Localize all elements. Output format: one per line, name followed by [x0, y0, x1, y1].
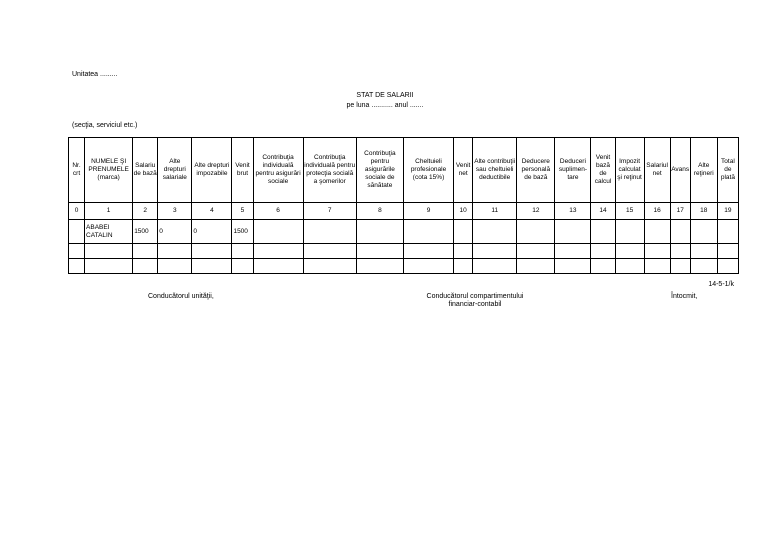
table-header-row [69, 138, 739, 203]
table-cell [473, 259, 517, 274]
table-cell [517, 220, 555, 244]
document-title-block [300, 91, 470, 111]
table-cell [555, 259, 591, 274]
document-period: pe luna ........... anul ....... [346, 102, 424, 109]
table-cell [644, 220, 670, 244]
table-cell [356, 220, 403, 244]
column-number: 4 [192, 203, 232, 220]
table-cell [615, 220, 644, 244]
table-cell [591, 220, 615, 244]
column-header: Salariu de bază [133, 138, 158, 203]
column-header: Avans [670, 138, 690, 203]
table-cell [591, 259, 615, 274]
signature-unit-head: Conducătorul unităţii, [148, 293, 214, 300]
column-header: Venit brut [232, 138, 253, 203]
column-number: 17 [670, 203, 690, 220]
column-header: Impozit calculat şi reţinut [615, 138, 644, 203]
table-cell [517, 259, 555, 274]
column-number: 7 [303, 203, 356, 220]
table-cell [356, 259, 403, 274]
table-cell [403, 259, 453, 274]
column-number: 5 [232, 203, 253, 220]
column-number: 18 [690, 203, 717, 220]
table-cell [253, 244, 303, 259]
column-number: 19 [717, 203, 738, 220]
signature-finance-head: Conducătorul compartimentului financiar-contabil [426, 293, 524, 308]
table-cell [403, 220, 453, 244]
column-header: Contribuţia pentru asigurările sociale de sănătate [356, 138, 403, 203]
column-number: 1 [85, 203, 133, 220]
column-number: 3 [158, 203, 192, 220]
column-header: Total de plată [717, 138, 738, 203]
column-header: Deducere personală de bază [517, 138, 555, 203]
column-number: 12 [517, 203, 555, 220]
table-cell [69, 244, 85, 259]
table-cell [253, 259, 303, 274]
table-cell [615, 244, 644, 259]
employee-name-cell: ABABEI CATALIN [85, 220, 133, 244]
table-cell [454, 220, 473, 244]
table-cell [473, 244, 517, 259]
table-cell [670, 244, 690, 259]
column-header: Deduceri suplimen-tare [555, 138, 591, 203]
column-number: 14 [591, 203, 615, 220]
table-cell [555, 220, 591, 244]
table-cell: 1500 [232, 220, 253, 244]
table-cell [690, 220, 717, 244]
table-cell [232, 259, 253, 274]
table-cell [717, 220, 738, 244]
column-header: NUMELE ŞI PRENUMELE (marca) [85, 138, 133, 203]
column-header: Alte drepturi impozabile [192, 138, 232, 203]
column-header: Salariul net [644, 138, 670, 203]
table-cell [644, 259, 670, 274]
table-cell: 0 [158, 220, 192, 244]
table-cell [690, 244, 717, 259]
column-header: Alte reţineri [690, 138, 717, 203]
table-cell [133, 244, 158, 259]
table-cell [356, 244, 403, 259]
table-cell [670, 259, 690, 274]
column-number: 2 [133, 203, 158, 220]
table-cell [158, 259, 192, 274]
table-cell [192, 259, 232, 274]
column-number: 6 [253, 203, 303, 220]
table-cell [717, 244, 738, 259]
table-cell [670, 220, 690, 244]
column-number: 15 [615, 203, 644, 220]
table-cell [555, 244, 591, 259]
table-cell [303, 220, 356, 244]
table-cell [615, 259, 644, 274]
column-number: 8 [356, 203, 403, 220]
section-label: (secţia, serviciul etc.) [72, 122, 138, 129]
column-header: Venit bază de calcul [591, 138, 615, 203]
column-number: 10 [454, 203, 473, 220]
table-cell [303, 244, 356, 259]
table-cell [158, 244, 192, 259]
table-cell [133, 259, 158, 274]
employee-name-cell [85, 244, 133, 259]
table-cell [192, 244, 232, 259]
table-cell [644, 244, 670, 259]
column-header: Cheltuieli profesionale (cota 15%) [403, 138, 453, 203]
table-cell [232, 244, 253, 259]
unit-label: Unitatea ......... [72, 71, 118, 78]
column-header: Nr. crt [69, 138, 85, 203]
table-cell [591, 244, 615, 259]
table-cell [454, 259, 473, 274]
table-cell [253, 220, 303, 244]
column-number: 16 [644, 203, 670, 220]
payroll-table [68, 137, 739, 274]
column-number: 9 [403, 203, 453, 220]
table-cell: 0 [192, 220, 232, 244]
table-row [69, 220, 739, 244]
column-number: 13 [555, 203, 591, 220]
column-header: Alte drepturi salariale [158, 138, 192, 203]
table-cell [69, 220, 85, 244]
form-code: 14-5-1/k [708, 281, 734, 288]
table-row [69, 244, 739, 259]
employee-name-cell [85, 259, 133, 274]
column-number-row [69, 203, 739, 220]
table-cell [473, 220, 517, 244]
document-title: STAT DE SALARII [356, 92, 414, 99]
table-cell [690, 259, 717, 274]
column-number: 11 [473, 203, 517, 220]
table-cell [303, 259, 356, 274]
table-cell [517, 244, 555, 259]
table-cell [454, 244, 473, 259]
table-cell: 1500 [133, 220, 158, 244]
signature-prepared-by: Întocmit, [671, 293, 698, 300]
column-header: Alte contribuţii sau cheltuieli deductibile [473, 138, 517, 203]
table-cell [717, 259, 738, 274]
table-cell [69, 259, 85, 274]
column-header: Venit net [454, 138, 473, 203]
column-number: 0 [69, 203, 85, 220]
table-cell [403, 244, 453, 259]
column-header: Contribuţia individuală pentru asigurări sociale [253, 138, 303, 203]
table-row [69, 259, 739, 274]
column-header: Contribuţia individuală pentru protecţia socială a şomerilor [303, 138, 356, 203]
